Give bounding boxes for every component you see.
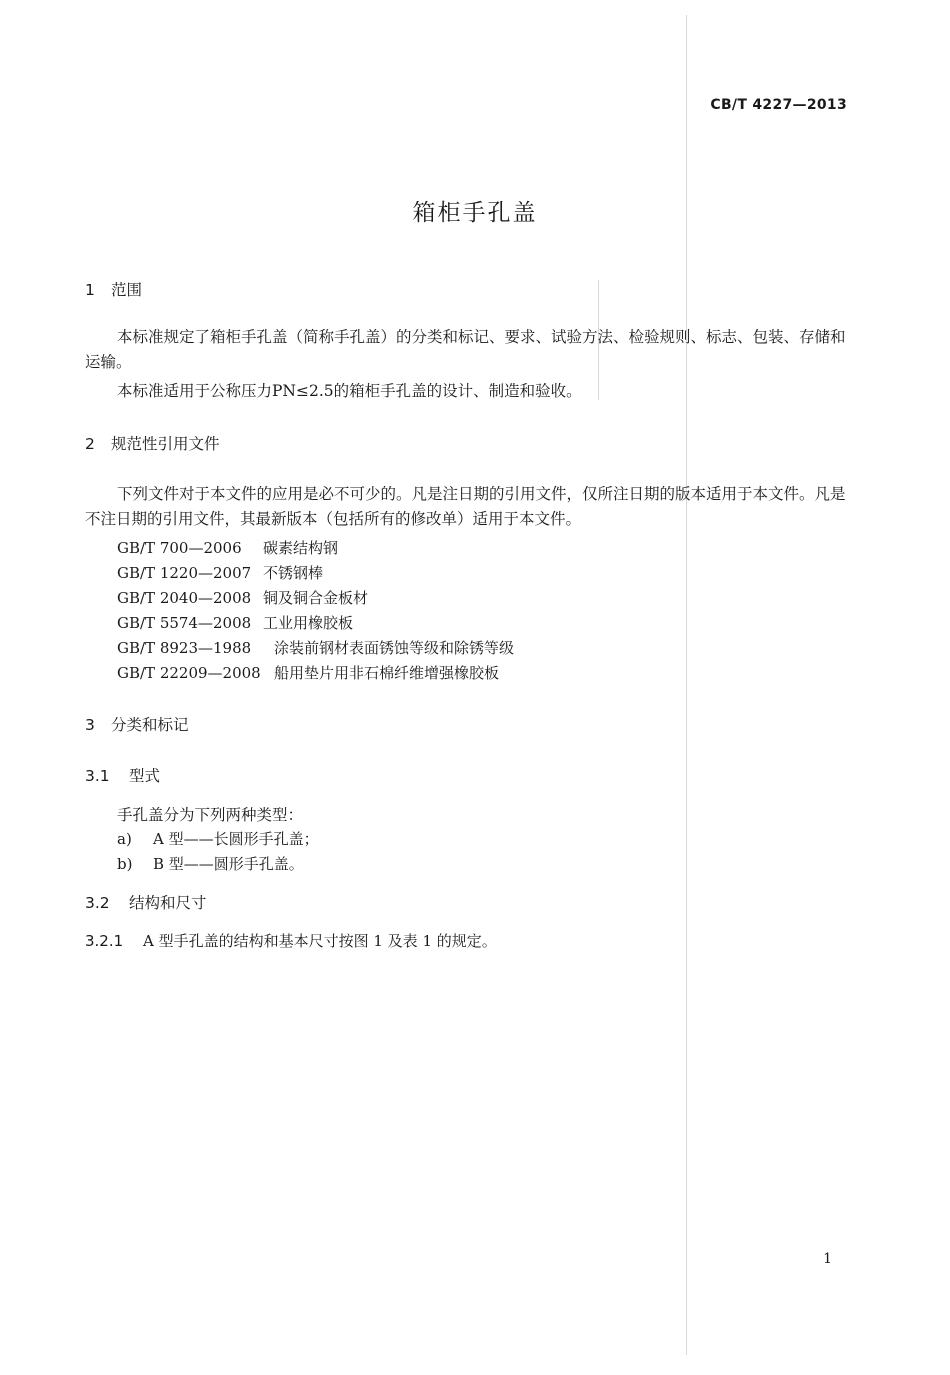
reference-item (117, 612, 353, 633)
list-item (117, 853, 304, 874)
types-intro: 手孔盖分为下列两种类型： (117, 806, 304, 824)
reference-item (117, 637, 514, 658)
references-intro (85, 482, 850, 532)
section-number: 3.2 (85, 894, 110, 912)
section-1-heading (85, 278, 142, 300)
reference-title: 碳素结构钢 (263, 539, 339, 557)
section-title: 分类和标记 (111, 716, 189, 734)
section-number: 2 (85, 435, 95, 453)
reference-code: GB/T 22209—2008 (117, 664, 261, 682)
section-3-2-heading (85, 891, 207, 913)
section-title: 规范性引用文件 (111, 435, 220, 453)
clause-3-2-1 (85, 930, 497, 951)
section-number: 3.1 (85, 767, 110, 785)
reference-title: 铜及铜合金板材 (263, 589, 369, 607)
scope-text-1: 本标准规定了箱柜手孔盖（简称手孔盖）的分类和标记、要求、试验方法、检验规则、标志、包装、存储和运输。 (85, 328, 846, 371)
section-title: 范围 (111, 281, 143, 299)
reference-title: 工业用橡胶板 (263, 614, 354, 632)
reference-code: GB/T 2040—2008 (117, 589, 252, 607)
list-item (117, 828, 319, 849)
list-text: B 型——圆形手孔盖。 (153, 855, 304, 873)
reference-item (117, 587, 368, 608)
standard-code: CB/T 4227—2013 (710, 97, 847, 113)
section-number: 3 (85, 716, 95, 734)
list-text: A 型——长圆形手孔盖； (153, 830, 319, 848)
reference-title: 不锈钢棒 (263, 564, 324, 582)
section-title: 结构和尺寸 (129, 894, 207, 912)
reference-title: 涂装前钢材表面锈蚀等级和除锈等级 (274, 639, 515, 657)
clause-text: A 型手孔盖的结构和基本尺寸按图 1 及表 1 的规定。 (143, 932, 497, 950)
reference-item (117, 537, 338, 558)
section-3-heading (85, 713, 189, 735)
list-label: a) (117, 830, 132, 848)
scope-paragraph-1 (85, 325, 850, 375)
reference-title: 船用垫片用非石棉纤维增强橡胶板 (274, 664, 500, 682)
section-3-1-heading (85, 764, 160, 786)
reference-code: GB/T 700—2006 (117, 539, 242, 557)
reference-code: GB/T 8923—1988 (117, 639, 252, 657)
reference-code: GB/T 1220—2007 (117, 564, 252, 582)
document-title: 箱柜手孔盖 (412, 200, 538, 226)
list-label: b) (117, 855, 133, 873)
reference-item (117, 562, 323, 583)
reference-code: GB/T 5574—2008 (117, 614, 252, 632)
section-number: 1 (85, 281, 95, 299)
section-title: 型式 (129, 767, 161, 785)
scope-paragraph-2: 本标准适用于公称压力PN≤2.5的箱柜手孔盖的设计、制造和验收。 (117, 382, 582, 400)
references-intro-text: 下列文件对于本文件的应用是必不可少的。凡是注日期的引用文件，仅所注日期的版本适用于本文件。凡是不注日期的引用文件，其最新版本（包括所有的修改单）适用于本文件。 (85, 485, 846, 528)
section-2-heading (85, 432, 220, 454)
reference-item (117, 662, 499, 683)
clause-number: 3.2.1 (85, 932, 124, 950)
page-number: 1 (823, 1251, 832, 1267)
